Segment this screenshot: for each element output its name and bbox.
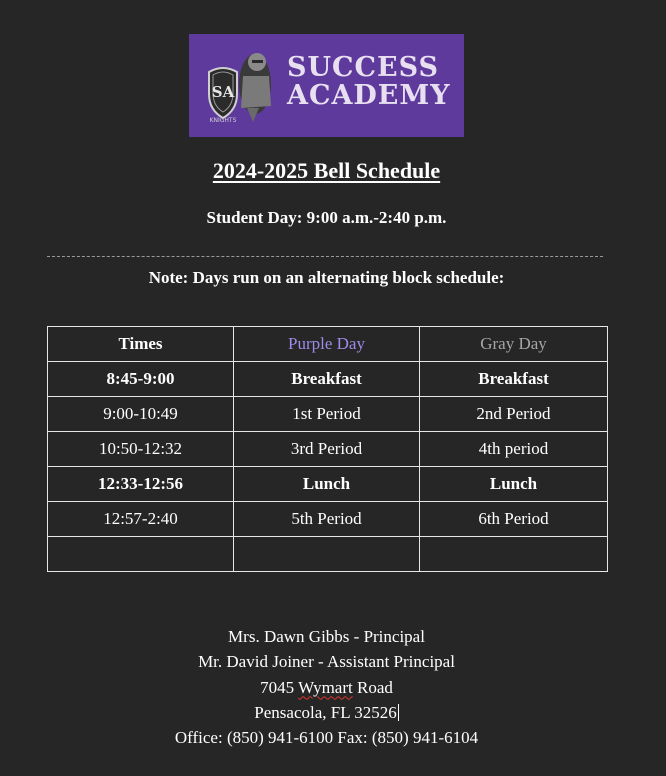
city-state-zip: Pensacola, FL 32526 — [254, 702, 397, 722]
assistant-principal-line: Mr. David Joiner - Assistant Principal — [198, 652, 455, 672]
row-time: 12:57-2:40 — [48, 502, 234, 537]
spellcheck-word[interactable]: Wymart — [298, 677, 353, 697]
row-purple-day[interactable] — [234, 537, 420, 572]
row-time: 12:33-12:56 — [48, 467, 234, 502]
school-logo — [189, 34, 464, 137]
row-time: 9:00-10:49 — [48, 397, 234, 432]
city-line[interactable] — [0, 700, 653, 725]
logo-line-2: ACADEMY — [287, 80, 451, 111]
row-gray-day: 4th period — [420, 432, 608, 467]
table-row-empty — [48, 537, 608, 572]
address-line — [0, 675, 653, 700]
table-row — [48, 362, 608, 397]
logo-monogram: SA — [211, 83, 235, 101]
bell-schedule-table — [47, 326, 608, 572]
table-row — [48, 397, 608, 432]
logo-shield-text: KNIGHTS — [209, 117, 237, 124]
phone-line: Office: (850) 941-6100 Fax: (850) 941-6104 — [174, 728, 479, 748]
table-row — [48, 432, 608, 467]
row-purple-day: 1st Period — [234, 397, 420, 432]
principal-line: Mrs. Dawn Gibbs - Principal — [228, 627, 425, 646]
row-time: 10:50-12:32 — [48, 432, 234, 467]
logo-line-1: SUCCESS — [287, 52, 440, 83]
page-title: 2024-2025 Bell Schedule — [212, 158, 441, 183]
row-gray-day: 6th Period — [420, 502, 608, 537]
table-row — [48, 502, 608, 537]
address-suffix: Road — [357, 677, 393, 697]
knight-shield-icon — [203, 46, 283, 124]
table-header-row — [48, 327, 608, 362]
row-time[interactable] — [48, 537, 234, 572]
header-purple-day: Purple Day — [234, 327, 420, 362]
dashed-divider — [47, 256, 603, 257]
row-time: 8:45-9:00 — [48, 362, 234, 397]
contact-block — [0, 624, 653, 750]
text-cursor — [398, 704, 399, 721]
table-row — [48, 467, 608, 502]
student-day-hours: Student Day: 9:00 a.m.-2:40 p.m. — [206, 208, 447, 227]
logo-wordmark — [287, 54, 453, 110]
header-times: Times — [48, 327, 234, 362]
row-purple-day: Lunch — [234, 467, 420, 502]
row-gray-day: 2nd Period — [420, 397, 608, 432]
row-purple-day: 3rd Period — [234, 432, 420, 467]
row-gray-day: Breakfast — [420, 362, 608, 397]
row-gray-day[interactable] — [420, 537, 608, 572]
row-gray-day: Lunch — [420, 467, 608, 502]
row-purple-day: Breakfast — [234, 362, 420, 397]
row-purple-day: 5th Period — [234, 502, 420, 537]
schedule-note: Note: Days run on an alternating block schedule: — [148, 268, 505, 287]
address-number: 7045 — [260, 677, 295, 697]
header-gray-day: Gray Day — [420, 327, 608, 362]
